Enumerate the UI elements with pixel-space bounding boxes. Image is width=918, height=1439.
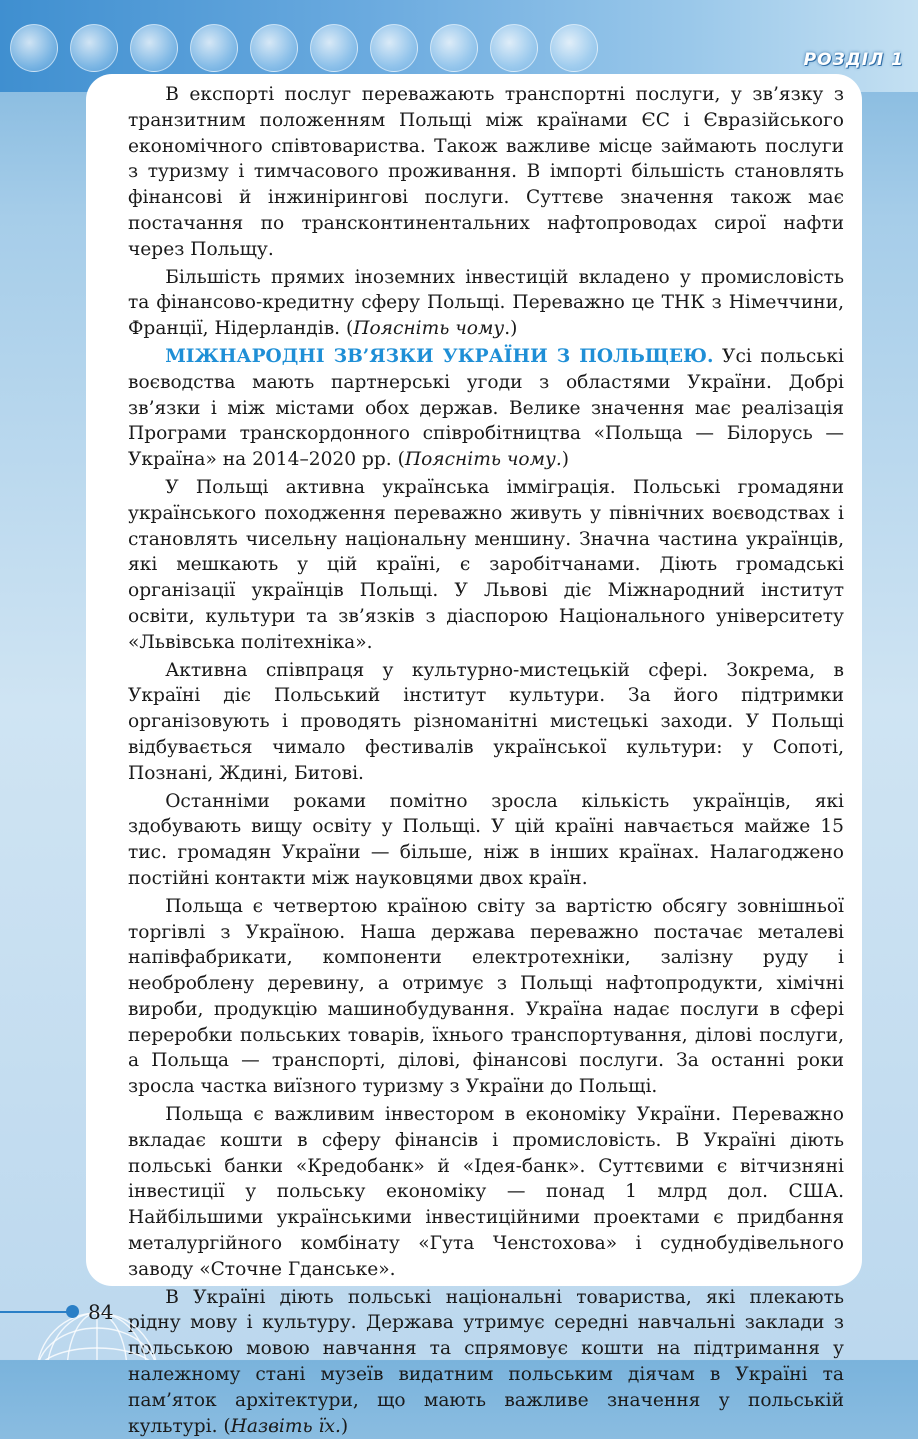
paragraph-education: Останніми роками помітно зросла кількість українців, які здобувають вищу освіту у Польщі. У цій країні навчається майже 15 тис. громадян України — більше, ніж в інших країнах. Налагоджено постійні контакти між науковцями двох країн. xyxy=(128,790,844,889)
paragraph-investor: Польща є важливим інвестором в економіку України. Переважно вкладає кошти в сферу фінансів і промисловість. В Україні діють польські банки «Кредобанк» й «Ідея-банк». Суттєвими є вітчизняні інвестиції у польську економіку — понад 1 млрд дол. США. Найбільшими українськими інвестиційними проектами є придбання металургійного комбінату «Гута Ченстохова» і суднобудівельного заводу «Сточне Гданське». xyxy=(128,1104,844,1280)
circle-decoration xyxy=(310,24,358,72)
circle-decoration xyxy=(190,24,238,72)
circle-decoration xyxy=(430,24,478,72)
paragraph-relations: МІЖНАРОДНІ ЗВ’ЯЗКИ УКРАЇНИ З ПОЛЬЩЕЮ. Усі польські воєводства мають партнерські угоди з областями України. Добрі зв’язки і між містами обох держав. Велике значення має реалізація Програми транскордонного співробітництва «Польща — Білорусь — Україна» на 2014–2020 рр. (Поясніть чому.) xyxy=(128,345,844,471)
section-heading: МІЖНАРОДНІ ЗВ’ЯЗКИ УКРАЇНИ З ПОЛЬЩЕЮ. xyxy=(165,345,714,367)
decorative-circles xyxy=(0,0,640,78)
circle-decoration xyxy=(70,24,118,72)
circle-decoration xyxy=(130,24,178,72)
paragraph-investments: Більшість прямих іноземних інвестицій вкладено у промисловість та фінансово-кредитну сферу Польщі. Переважно це ТНК з Німеччини, Франції, Нідерландів. (Поясніть чому.) xyxy=(128,266,844,340)
circle-decoration xyxy=(550,24,598,72)
paragraph-societies: В Україні діють польські національні товариства, які плекають рідну мову і культуру. Держава утримує середні навчальні заклади з польською мовою навчання та спрямовує кошти на підтримання у належному стані музеїв видатним польським діячам в Україні та пам’яток архітектури, що мають важливе значення у польській культурі. (Назвіть їх.) xyxy=(128,1286,844,1437)
circle-decoration xyxy=(250,24,298,72)
footer-dot xyxy=(66,1305,79,1318)
paragraph-immigration: У Польщі активна українська імміграція. Польські громадяни українського походження переважно живуть у північних воєводствах і становлять чисельну національну меншину. Значна частина українців, які мешкають у цій країні, є заробітчанами. Діють громадські організації українців Польщі. У Львові діє Міжнародний інститут освіти, культури та зв’язків з діаспорою Національного університету «Львівська політехніка». xyxy=(128,476,844,653)
paragraph-trade: Польща є четвертою країною світу за вартістю обсягу зовнішньої торгівлі з Україною. Наша держава переважно постачає металеві напівфабрикати, компоненти електротехніки, залізну руду і необроблену деревину, а отримує з Польщі нафтопродукти, хімічні вироби, продукцію машинобудування. Україна надає послуги в сфері переробки польських товарів, їхнього транспортування, ділові послуги, а Польща — транспорті, ділові, фінансові послуги. За останні роки зросла частка виїзного туризму з України до Польщі. xyxy=(128,895,844,1098)
circle-decoration xyxy=(370,24,418,72)
page-number: 84 xyxy=(88,1300,114,1324)
paragraph-culture: Активна співпраця у культурно-мистецькій сфері. Зокрема, в Україні діє Польський інститут культури. За його підтримки організовують і проводять різноманітні мистецькі заходи. У Польщі відбувається чимало фестивалів української культури: у Сопоті, Познані, Ждині, Битові. xyxy=(128,659,844,784)
circle-decoration xyxy=(10,24,58,72)
paragraph-exports: В експорті послуг переважають транспортні послуги, у зв’язку з транзитним положенням Польщі між країнами ЄС і Євразійського економічного співтовариства. Також важливе місце займають послуги з туризму і тимчасового проживання. В імпорті більшість становлять фінансові й інжинірингові послуги. Суттєве значення також має постачання по трансконтинентальних нафтопроводах сирої нафти через Польщу. xyxy=(128,84,844,260)
circle-decoration xyxy=(490,24,538,72)
section-label: РОЗДІЛ 1 xyxy=(803,50,904,70)
